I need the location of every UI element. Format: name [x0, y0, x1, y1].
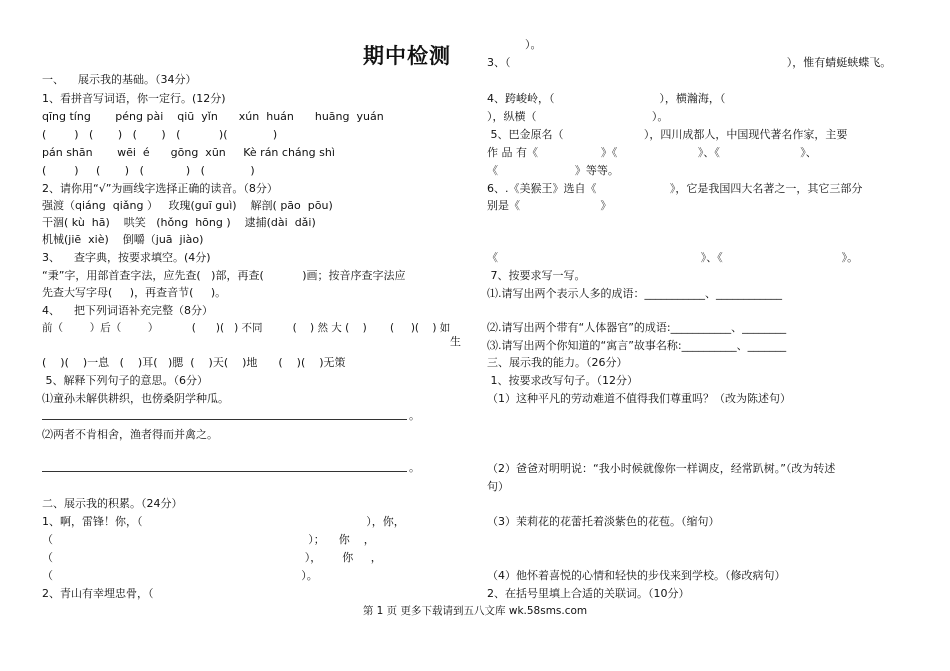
idiom-crowd: ⑴.请写出两个表示人多的成语：___________、____________ — [487, 287, 782, 300]
bajin-line-2: 作 品 有《 》《 》、《 》、 — [487, 146, 817, 159]
question-1-1: 1、看拼音写词语，你一定行。(12分) — [42, 92, 226, 105]
monkey-king-line-2: 别是《 》 — [487, 199, 612, 212]
section-2-heading: 二、展示我的积累。（24分） — [42, 497, 183, 510]
answer-line-2-period: 。 — [409, 461, 420, 474]
section-3-heading: 三、展示我的能力。（26分） — [487, 356, 628, 369]
question-7: 7、按要求写一写。 — [487, 269, 586, 282]
idiom-row-1-end: 生 — [450, 335, 461, 348]
pronunciation-row-3: 机械(jiē xiè) 倒嚼（juā jiào) — [42, 233, 204, 246]
answer-line-2[interactable] — [42, 471, 407, 472]
sentence-2: ⑵两者不肯相舍，渔者得而并禽之。 — [42, 428, 218, 441]
idiom-row-1: 前（ ）后（ ） ( )( ) 不同 ( ) 然 大 ( ) ( )( ) 如 — [42, 322, 451, 334]
dictionary-line-2: 先查大写字母( )，再查音节( )。 — [42, 286, 227, 299]
question-1-3: 3、 查字典，按要求填空。(4分) — [42, 251, 211, 264]
bajin-line-3: 《 》等等。 — [487, 164, 619, 177]
answer-line-1[interactable] — [42, 419, 407, 420]
blank-row-2: ( ) ( ) ( ) ( ) — [42, 164, 255, 177]
pronunciation-row-2: 干涸( kù hā) 哄笑 (hǒng hōng ) 逮捕(dài dǎi) — [42, 216, 316, 229]
answer-line-1-period: 。 — [409, 409, 420, 422]
poem-line-3: 3、（ ），惟有蜻蜓蛱蝶飞。 — [487, 56, 892, 69]
accumulation-line-2: （ ）； 你 ， — [42, 533, 375, 546]
page-footer: 第 1 页 更多下载请到五八文库 wk.58sms.com — [362, 605, 588, 617]
monkey-king-line-3: 《 》、《 》。 — [487, 251, 859, 264]
poem-line-4a: 4、跨峻岭，（ ），横瀚海，（ — [487, 92, 726, 105]
sentence-1: ⑴童孙未解供耕织，也傍桑阴学种瓜。 — [42, 392, 229, 405]
pinyin-row-2: pán shān wēi é gōng xūn Kè rán cháng shì — [42, 146, 335, 159]
idiom-row-2: ( )( )一息 ( )耳( )腮 ( )天( )地 ( )( )无策 — [42, 356, 346, 369]
fable-names: ⑶.请写出两个你知道的“寓言”故事名称:__________、_______ — [487, 339, 787, 352]
accumulation-line-1: 1、啊，雷锋！你，（ ），你， — [42, 515, 405, 528]
blank-row-1: ( ) ( ) ( ) ( )( ) — [42, 128, 278, 141]
carryover-close: ）。 — [525, 38, 542, 51]
poem-line-4b: ），纵横（ ）。 — [487, 110, 669, 123]
rewrite-2-cont: 句） — [487, 480, 509, 493]
rewrite-4: （4）他怀着喜悦的心情和轻快的步伐来到学校。（修改病句） — [487, 569, 786, 582]
pronunciation-row-1: 强渡（qiáng qiǎng ） 玫瑰(guī guì) 解剖( pāo pōu) — [42, 199, 333, 212]
rewrite-2: （2）爸爸对明明说：“我小时候就像你一样调皮，经常趴树。”（改为转述 — [487, 462, 836, 475]
section-1-heading: 一、 展示我的基础。（34分） — [42, 73, 197, 86]
dictionary-line-1: “秉”字，用部首查字法，应先查( )部，再查( )画；按音序查字法应 — [42, 269, 406, 282]
bajin-line-1: 5、巴金原名（ ），四川成都人，中国现代著名作家，主要 — [487, 128, 848, 141]
accumulation-line-4: （ ）。 — [42, 569, 318, 582]
question-1-5: 5、解释下列句子的意思。（6分） — [42, 374, 208, 387]
question-1-4: 4、 把下列词语补充完整（8分） — [42, 304, 213, 317]
accumulation-line-5: 2、青山有幸埋忠骨，（ — [42, 587, 154, 600]
monkey-king-line-1: 6、.《美猴王》选自《 》，它是我国四大名著之一，其它三部分 — [487, 182, 863, 195]
question-1-2: 2、请你用“√”为画线字选择正确的读音。（8分） — [42, 182, 278, 195]
rewrite-3: （3）茉莉花的花蕾托着淡紫色的花苞。（缩句） — [487, 515, 720, 528]
page-title: 期中检测 — [363, 44, 451, 68]
question-3-2: 2、在括号里填上合适的关联词。（10分） — [487, 587, 690, 600]
pinyin-row-1: qīng tíng péng pài qiū yǐn xún huán huāng yuán — [42, 110, 384, 123]
accumulation-line-3: （ ）， 你 ， — [42, 551, 382, 564]
rewrite-1: （1）这种平凡的劳动难道不值得我们尊重吗？（改为陈述句） — [487, 392, 791, 405]
idiom-body-organ: ⑵.请写出两个带有“人体器官”的成语:___________、________ — [487, 321, 787, 334]
question-3-1: 1、按要求改写句子。（12分） — [487, 374, 638, 387]
